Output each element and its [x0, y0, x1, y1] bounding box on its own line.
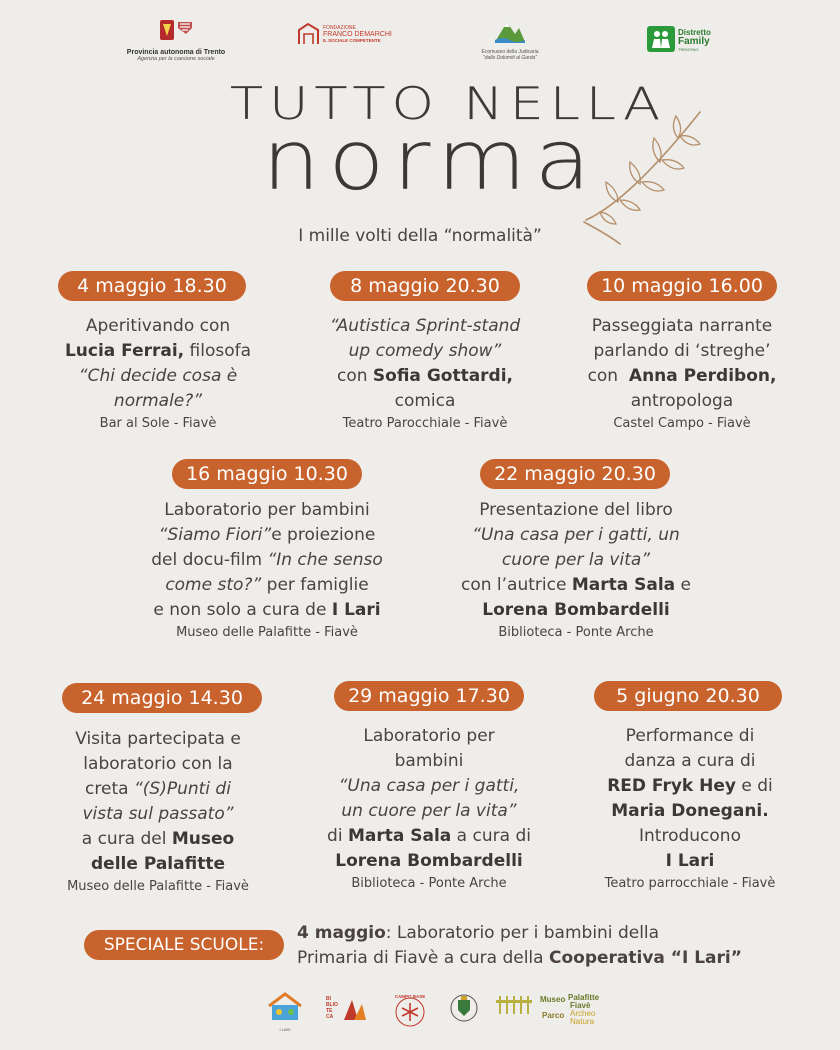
event-3: [562, 314, 802, 434]
event-7-date: 29 maggio 17.30: [334, 681, 524, 711]
campo-base-snowflake-icon: [390, 994, 430, 1028]
event-4-speaker: I Lari: [331, 600, 381, 620]
demarchi-line3: IL SOCIALE COMPETENTE: [323, 38, 381, 43]
museo-text-3: Fiavè: [570, 1001, 591, 1010]
event-5-speaker-1: Marta Sala: [571, 575, 676, 595]
event-6: [40, 727, 276, 897]
event-4-date: 16 maggio 10.30: [172, 459, 362, 489]
trento-line2: Agenzia per la coesione sociale: [137, 56, 215, 62]
event-6-line3: creta: [85, 779, 134, 799]
event-2: [300, 314, 550, 434]
event-3-line4: antropologa: [630, 391, 734, 411]
event-8-line1: Performance di: [625, 726, 755, 746]
event-5-line4: con l’autrice: [460, 575, 572, 595]
title-block: [200, 78, 667, 209]
special-date: 4 maggio: [297, 923, 386, 943]
event-1-location: Bar al Sole - Fiavè: [99, 416, 217, 431]
event-5-line4c: e: [675, 575, 692, 595]
demarchi-line2: FRANCO DEMARCHI: [323, 31, 392, 38]
event-3-line2: parlando di ‘streghe’: [593, 341, 771, 361]
special-text1: : Laboratorio per i bambini della: [385, 923, 660, 943]
event-8: [570, 724, 810, 894]
event-7-speaker-1: Marta Sala: [347, 826, 452, 846]
event-5: [440, 498, 712, 643]
event-3-date: 10 maggio 16.00: [587, 271, 777, 301]
logo-comune: [448, 992, 480, 1033]
event-5-line2: “Una casa per i gatti, un: [472, 525, 680, 545]
event-7-line4: un cuore per la vita”: [341, 801, 517, 821]
event-2-line2: up comedy show”: [348, 341, 502, 361]
event-6-location: Museo delle Palafitte - Fiavè: [67, 879, 249, 894]
demarchi-emblem-icon: [296, 22, 322, 46]
family-line3: TRENTINO: [678, 47, 699, 52]
title-line1: TUTTO NELLA: [230, 78, 667, 130]
museo-text-6: Natura: [570, 1017, 595, 1026]
i-lari-house-icon: [266, 992, 304, 1022]
museo-text-2: Palafitte: [568, 993, 600, 1002]
event-8-speaker-2: Maria Donegani.: [611, 801, 769, 821]
event-4-line3: del docu-film: [151, 550, 268, 570]
i-lari-text: I LARI: [279, 1027, 291, 1032]
family-icon: [647, 26, 675, 52]
event-1-line1: Aperitivando con: [85, 316, 231, 336]
trento-emblem-icon: [146, 18, 206, 44]
special-cooperativa: Cooperativa “I Lari”: [548, 948, 742, 968]
event-5-speaker-2: Lorena Bombardelli: [482, 600, 670, 620]
subtitle: I mille volti della “normalità”: [298, 226, 542, 246]
logo-i-lari: [266, 992, 304, 1032]
event-1-line4: normale?”: [113, 391, 203, 411]
event-2-line4: comica: [394, 391, 456, 411]
palafitte-stilts-icon: [494, 994, 536, 1016]
event-6-line3i: “(S)Punti di: [133, 779, 231, 799]
logo-ecomuseo: [470, 18, 550, 61]
event-6-line2: laboratorio con la: [83, 754, 233, 774]
ecomuseo-line2: "dalle Dolomiti al Garda": [482, 55, 538, 61]
event-4-location: Museo delle Palafitte - Fiavè: [176, 625, 358, 640]
event-5-location: Biblioteca - Ponte Arche: [498, 625, 654, 640]
special-text: [297, 921, 817, 971]
event-4-line5: e non solo a cura de: [153, 600, 332, 620]
event-4-line2i: “Siamo Fiori”: [158, 525, 272, 545]
trento-line1: Provincia autonoma di Trento: [126, 49, 226, 56]
event-4-line4i: come sto?”: [165, 575, 262, 595]
event-6-line4i: vista sul passato”: [82, 804, 234, 824]
event-6-speaker-1: Museo: [171, 829, 235, 849]
event-6-speaker-2: delle Palafitte: [91, 854, 225, 874]
special-text2: Primaria di Fiavè a cura della: [297, 948, 549, 968]
event-3-line1: Passeggiata narrante: [591, 316, 773, 336]
event-4-line2: e proiezione: [271, 525, 376, 545]
event-8-line5: Introducono: [639, 826, 741, 846]
biblioteca-text-2: BLIO: [326, 1002, 338, 1008]
event-4-line1: Laboratorio per bambini: [164, 500, 370, 520]
title-line2: norma: [262, 112, 599, 209]
event-5-line3: cuore per la vita”: [501, 550, 651, 570]
event-2-location: Teatro Parocchiale - Fiavè: [342, 416, 508, 431]
event-6-date: 24 maggio 14.30: [62, 683, 262, 713]
event-3-location: Castel Campo - Fiavè: [613, 416, 751, 431]
event-2-line1: “Autistica Sprint-stand: [329, 316, 521, 336]
event-5-date: 22 maggio 20.30: [480, 459, 670, 489]
event-7-line5: di: [327, 826, 348, 846]
event-1-line3: “Chi decide cosa è: [78, 366, 238, 386]
ecomuseo-mountain-icon: [493, 18, 527, 44]
museo-text-4: Parco: [542, 1011, 565, 1020]
event-1-speaker: Lucia Ferrai,: [64, 341, 185, 361]
museo-text-1: Museo: [540, 995, 566, 1004]
event-5-line1: Presentazione del libro: [479, 500, 673, 520]
comune-crest-icon: [448, 992, 480, 1028]
event-6-line5: a cura del: [81, 829, 172, 849]
family-line1: Distretto: [678, 28, 711, 37]
event-8-speaker-1: RED Fryk Hey: [607, 776, 736, 796]
event-8-line3: e di: [736, 776, 773, 796]
demarchi-line1: FONDAZIONE: [323, 25, 356, 31]
campo-base-text: CAMPO BASE: [394, 994, 426, 999]
event-7-speaker-2: Lorena Bombardelli: [335, 851, 523, 871]
logo-campo-base: [390, 994, 430, 1033]
event-1-date: 4 maggio 18.30: [58, 271, 246, 301]
biblioteca-book-icon: [342, 996, 368, 1022]
event-6-line1: Visita partecipata e: [75, 729, 241, 749]
event-7-line3: “Una casa per i gatti,: [338, 776, 520, 796]
family-line2: Family: [678, 36, 710, 47]
event-7-line1: Laboratorio per: [363, 726, 495, 746]
event-2-date: 8 maggio 20.30: [330, 271, 520, 301]
logo-provincia-trento: [120, 18, 232, 62]
event-7-line2: bambini: [394, 751, 464, 771]
event-3-line3: con: [587, 366, 629, 386]
special-label: SPECIALE SCUOLE:: [84, 930, 284, 960]
event-2-speaker: Sofia Gottardi,: [372, 366, 514, 386]
event-7-location: Biblioteca - Ponte Arche: [351, 876, 507, 891]
biblioteca-text-4: CA: [326, 1014, 334, 1020]
event-7: [304, 724, 554, 894]
biblioteca-text-1: BI: [326, 996, 331, 1002]
event-3-speaker: Anna Perdibon,: [628, 366, 777, 386]
ecomuseo-line1: Ecomuseo della Judicaria: [481, 49, 539, 55]
event-4-line4: per famiglie: [261, 575, 369, 595]
museo-text-5: Archeo: [570, 1009, 596, 1018]
event-4: [130, 498, 404, 643]
event-1: [40, 314, 276, 434]
event-8-location: Teatro parrocchiale - Fiavè: [604, 876, 776, 891]
event-8-line2: danza a cura di: [624, 751, 756, 771]
event-8-speaker-3: I Lari: [665, 851, 715, 871]
event-2-line3: con: [336, 366, 373, 386]
event-1-line2: filosofa: [184, 341, 252, 361]
event-7-line5c: a cura di: [451, 826, 531, 846]
event-8-date: 5 giugno 20.30: [594, 681, 782, 711]
event-4-line3i: “In che senso: [267, 550, 383, 570]
biblioteca-text-3: TE: [326, 1008, 333, 1014]
